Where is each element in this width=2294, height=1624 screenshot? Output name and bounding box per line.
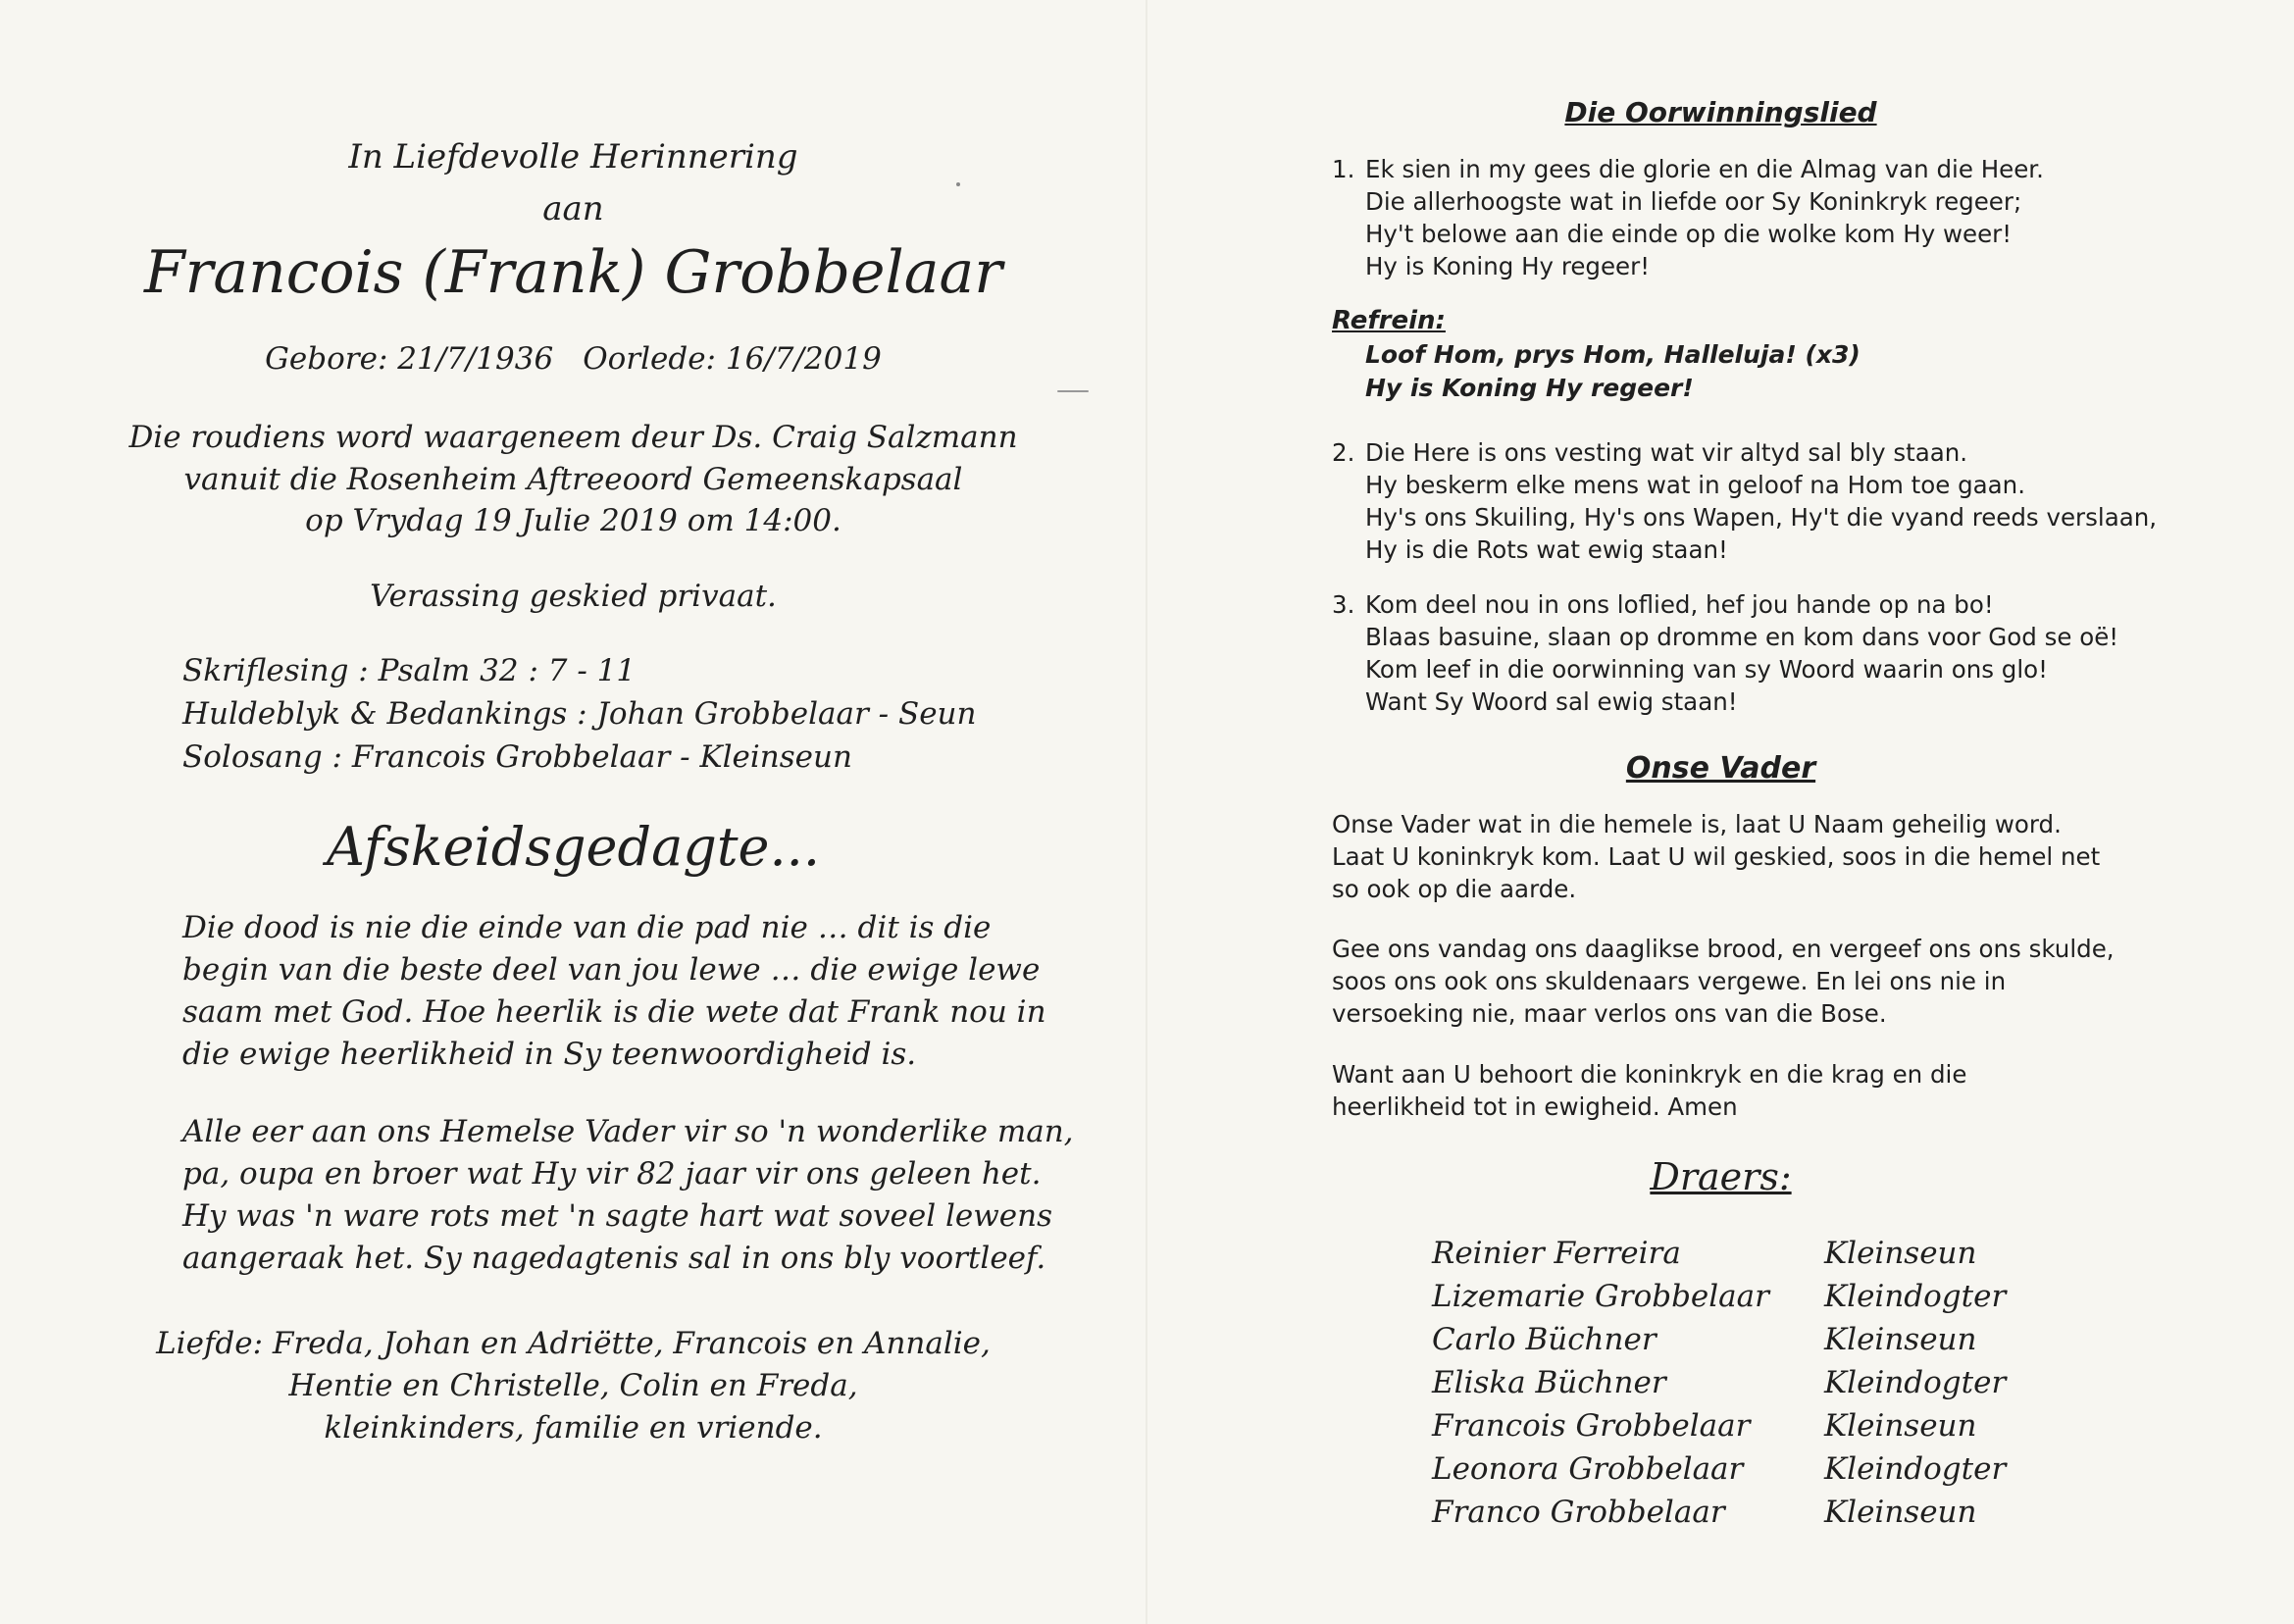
tribute-line: saam met God. Hoe heerlik is die wete dat Frank nou in: [182, 994, 1046, 1030]
hymn-title: Die Oorwinningslied: [1564, 96, 1877, 128]
prayer-line: so ook op die aarde.: [1332, 875, 1577, 903]
prayer-line: Onse Vader wat in die hemele is, laat U Naam geheilig word.: [1332, 810, 2062, 838]
paper-speck: [956, 182, 960, 186]
cremation-note: Verassing geskied privaat.: [370, 579, 777, 614]
tribute-line: pa, oupa en broer wat Hy vir 82 jaar vir ons geleen het.: [182, 1156, 1042, 1192]
verse-line: Hy is Koning Hy regeer!: [1365, 252, 1651, 280]
prayer-line: soos ons ook ons skuldenaars vergewe. En lei ons nie in: [1332, 967, 2007, 995]
bearers-title: Draers:: [1650, 1155, 1792, 1198]
service-line: Die roudiens word waargeneem deur Ds. Craig Salzmann: [128, 420, 1018, 455]
tribute-line: Hy was 'n ware rots met 'n sagte hart wat soveel lewens: [182, 1198, 1053, 1234]
refrain-line: Loof Hom, prys Hom, Halleluja! (x3): [1365, 340, 1861, 369]
program-item-tribute: Huldeblyk & Bedankings : Johan Grobbelaar - Seun: [182, 696, 977, 732]
bearer-name: Lizemarie Grobbelaar: [1432, 1279, 1769, 1314]
deceased-name: Francois (Frank) Grobbelaar: [144, 238, 1002, 307]
bearer-relation: Kleinseun: [1824, 1322, 1977, 1357]
verse-line: Want Sy Woord sal ewig staan!: [1365, 687, 1738, 716]
prayer-line: Laat U koninkryk kom. Laat U wil geskied, soos in die hemel net: [1332, 842, 2101, 871]
bearer-relation: Kleindogter: [1824, 1279, 2007, 1314]
tribute-line: Alle eer aan ons Hemelse Vader vir so 'n wonderlike man,: [182, 1114, 1074, 1149]
prayer-line: Gee ons vandag ons daaglikse brood, en vergeef ons ons skulde,: [1332, 935, 2115, 963]
bearer-name: Reinier Ferreira: [1432, 1236, 1681, 1271]
service-line: op Vrydag 19 Julie 2019 om 14:00.: [305, 503, 841, 538]
prayer-line: Want aan U behoort die koninkryk en die krag en die: [1332, 1060, 1967, 1089]
bearer-name: Leonora Grobbelaar: [1432, 1451, 1744, 1487]
verse-number: 3.: [1332, 590, 1355, 619]
verse-line: Die allerhoogste wat in liefde oor Sy Koninkryk regeer;: [1365, 187, 2022, 216]
verse-line: Die Here is ons vesting wat vir altyd sal bly staan.: [1365, 438, 1968, 467]
love-line: kleinkinders, familie en vriende.: [324, 1410, 823, 1446]
bearer-relation: Kleindogter: [1824, 1365, 2007, 1400]
bearer-relation: Kleinseun: [1824, 1408, 1977, 1444]
verse-line: Hy beskerm elke mens wat in geloof na Hom toe gaan.: [1365, 471, 2025, 499]
bearer-name: Francois Grobbelaar: [1432, 1408, 1751, 1444]
death-date: Oorlede: 16/7/2019: [583, 341, 882, 377]
program-item-solo: Solosang : Francois Grobbelaar - Kleinseun: [182, 739, 852, 775]
refrain-line: Hy is Koning Hy regeer!: [1365, 374, 1694, 402]
bearer-relation: Kleindogter: [1824, 1451, 2007, 1487]
love-line: Hentie en Christelle, Colin en Freda,: [288, 1368, 858, 1403]
service-line: vanuit die Rosenheim Aftreeoord Gemeenskapsaal: [183, 462, 963, 497]
dates-line: [0, 341, 1147, 377]
verse-number: 1.: [1332, 155, 1355, 183]
bearer-name: Carlo Büchner: [1432, 1322, 1657, 1357]
verse-line: Blaas basuine, slaan op dromme en kom dans voor God se oë!: [1365, 623, 2119, 651]
paper-mark: [1057, 390, 1089, 392]
right-page: [1147, 0, 2294, 1624]
prayer-line: versoeking nie, maar verlos ons van die Bose.: [1332, 999, 1887, 1028]
program-item-scripture: Skriflesing : Psalm 32 : 7 - 11: [182, 653, 637, 688]
tribute-line: begin van die beste deel van jou lewe … die ewige lewe: [182, 952, 1041, 988]
verse-line: Kom leef in die oorwinning van sy Woord waarin ons glo!: [1365, 655, 2048, 684]
tribute-line: die ewige heerlikheid in Sy teenwoordigheid is.: [182, 1037, 917, 1072]
bearer-relation: Kleinseun: [1824, 1236, 1977, 1271]
tribute-line: aangeraak het. Sy nagedagtenis sal in ons bly voortleef.: [182, 1241, 1046, 1276]
verse-line: Hy't belowe aan die einde op die wolke kom Hy weer!: [1365, 220, 2013, 248]
farewell-heading: Afskeidsgedagte...: [327, 816, 820, 878]
intro-line-1: In Liefdevolle Herinnering: [348, 137, 798, 177]
love-line: Liefde: Freda, Johan en Adriëtte, Francois en Annalie,: [156, 1326, 991, 1361]
verse-line: Hy is die Rots wat ewig staan!: [1365, 535, 1728, 564]
verse-line: Ek sien in my gees die glorie en die Almag van die Heer.: [1365, 155, 2044, 183]
intro-line-2: aan: [542, 189, 604, 228]
prayer-title: Onse Vader: [1625, 751, 1816, 786]
bearer-name: Eliska Büchner: [1432, 1365, 1666, 1400]
verse-number: 2.: [1332, 438, 1355, 467]
refrain-label: Refrein:: [1332, 306, 1446, 335]
verse-line: Kom deel nou in ons loflied, hef jou hande op na bo!: [1365, 590, 1994, 619]
bearer-relation: Kleinseun: [1824, 1495, 1977, 1530]
verse-line: Hy's ons Skuiling, Hy's ons Wapen, Hy't die vyand reeds verslaan,: [1365, 503, 2158, 532]
bearer-name: Franco Grobbelaar: [1432, 1495, 1725, 1530]
birth-date: Gebore: 21/7/1936: [265, 341, 554, 377]
tribute-line: Die dood is nie die einde van die pad nie … dit is die: [182, 910, 992, 945]
prayer-line: heerlikheid tot in ewigheid. Amen: [1332, 1092, 1738, 1121]
